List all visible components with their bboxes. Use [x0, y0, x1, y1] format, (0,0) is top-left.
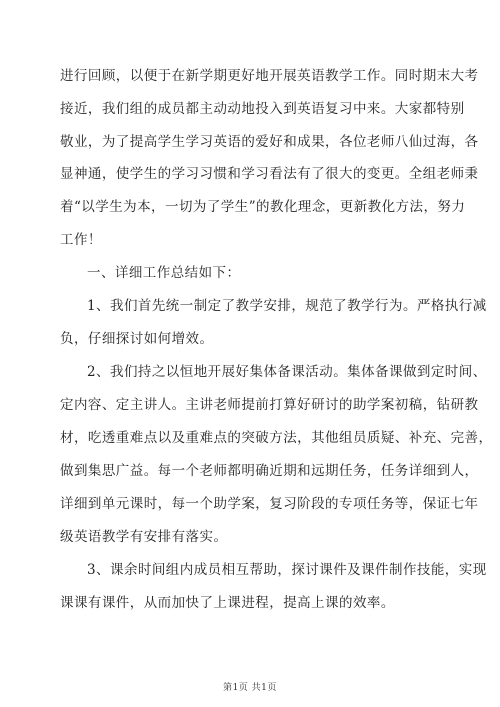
paragraph-line: 做到集思广益。每一个老师都明确近期和远期任务，任务详细到人， — [60, 463, 479, 479]
paragraph-line: 着“以学生为本，一切为了学生”的教化理念，更新教化方法，努力 — [60, 199, 466, 215]
paragraph-line: 敬业，为了提高学生学习英语的爱好和成果，各位老师八仙过海，各 — [60, 134, 479, 150]
paragraph-line: 详细到单元课时，每一个助学案，复习阶段的专项任务等，保证七年 — [60, 496, 479, 512]
paragraph-line: 材，吃透重难点以及重难点的突破方法，其他组员质疑、补充、完善， — [60, 430, 493, 446]
paragraph-line: 课课有课件，从而加快了上课进程，提高上课的效率。 — [60, 595, 395, 611]
paragraph-line: 进行回顾，以便于在新学期更好地开展英语教学工作。同时期末大考 — [60, 68, 479, 84]
section-heading: 一、详细工作总结如下： — [87, 265, 241, 281]
paragraph-line: 接近，我们组的成员都主动动地投入到英语复习中来。大家都特别 — [60, 101, 465, 117]
paragraph-line: 工作！ — [60, 232, 102, 248]
paragraph-line: 定内容、定主讲人。主讲老师提前打算好研讨的助学案初稿，钻研教 — [60, 397, 479, 413]
page-footer: 第1页 共1页 — [223, 683, 277, 693]
paragraph-line: 1、我们首先统一制定了教学安排，规范了教学行为。严格执行减 — [87, 298, 487, 314]
paragraph-line: 显神通，使学生的学习习惯和学习看法有了很大的变更。全组老师秉 — [60, 166, 479, 182]
paragraph-line: 2、我们持之以恒地开展好集体备课活动。集体备课做到定时间、 — [87, 364, 487, 380]
paragraph-line: 负，仔细探讨如何增效。 — [60, 331, 214, 347]
paragraph-line: 级英语教学有安排有落实。 — [60, 529, 228, 545]
paragraph-line: 3、课余时间组内成员相互帮助，探讨课件及课件制作技能，实现 — [87, 562, 487, 578]
